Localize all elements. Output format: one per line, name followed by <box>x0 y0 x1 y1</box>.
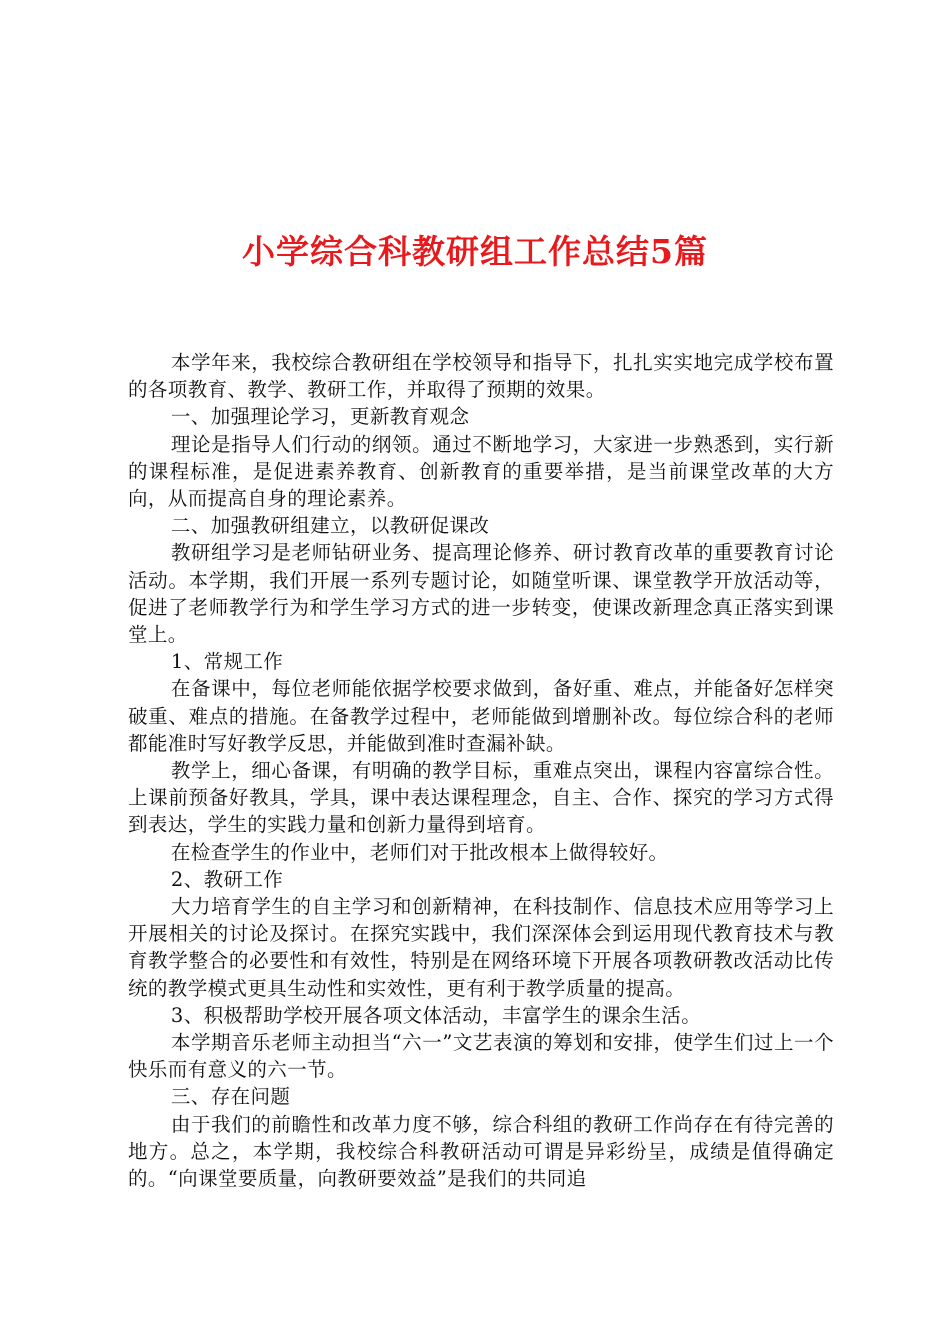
section-heading: 一、加强理论学习，更新教育观念 <box>170 405 470 429</box>
document-title: 小学综合科教研组工作总结5篇 <box>242 232 708 272</box>
paragraph: 在检查学生的作业中，老师们对于批改根本上做得较好。 <box>170 840 669 864</box>
paragraph: 教研组学习是老师钻研业务、提高理论修养、研讨教育改革的重要教育讨论活动。本学期，我们开展一系列专题讨论，如随堂听课、课堂教学开放活动等，促进了老师教学行为和学生学习方式的进一步转变，使课改新理念真正落实到课堂上。 <box>128 541 834 647</box>
paragraph: 本学年来，我校综合教研组在学校领导和指导下，扎扎实实地完成学校布置的各项教育、教学、教研工作，并取得了预期的效果。 <box>128 351 834 402</box>
section-heading: 三、存在问题 <box>170 1085 291 1109</box>
document-body <box>128 349 834 1329</box>
paragraph: 由于我们的前瞻性和改革力度不够，综合科组的教研工作尚存在有待完善的地方。总之，本学期，我校综合科教研活动可谓是异彩纷呈，成绩是值得确定的。“向课堂要质量，向教研要效益”是我们的共同追 <box>128 1112 834 1191</box>
paragraph: 教学上，细心备课，有明确的教学目标，重难点突出，课程内容富综合性。上课前预备好教具，学具，课中表达课程理念，自主、合作、探究的学习方式得到表达，学生的实践力量和创新力量得到培育。 <box>128 759 834 837</box>
subsection-heading: 2、教研工作 <box>170 867 284 891</box>
paragraph: 理论是指导人们行动的纲领。通过不断地学习，大家进一步熟悉到，实行新的课程标准，是促进素养教育、创新教育的重要举措，是当前课堂改革的大方向，从而提高自身的理论素养。 <box>128 432 834 511</box>
subsection-heading: 3、积极帮助学校开展各项文体活动，丰富学生的课余生活。 <box>170 1003 702 1027</box>
subsection-heading: 1、常规工作 <box>170 650 284 674</box>
section-heading: 二、加强教研组建立，以教研促课改 <box>170 514 490 538</box>
paragraph: 在备课中，每位老师能依据学校要求做到，备好重、难点，并能备好怎样突破重、难点的措施。在备教学过程中，老师能做到增删补改。每位综合科的老师都能准时写好教学反思，并能做到准时查漏补缺。 <box>128 677 834 755</box>
paragraph: 本学期音乐老师主动担当“六一”文艺表演的筹划和安排，使学生们过上一个快乐而有意义的六一节。 <box>128 1031 834 1082</box>
paragraph: 大力培育学生的自主学习和创新精神，在科技制作、信息技术应用等学习上开展相关的讨论及探讨。在探究实践中，我们深深体会到运用现代教育技术与教育教学整合的必要性和有效性，特别是在网络环境下开展各项教研教改活动比传统的教学模式更具生动性和实效性，更有利于教学质量的提高。 <box>128 895 834 1000</box>
